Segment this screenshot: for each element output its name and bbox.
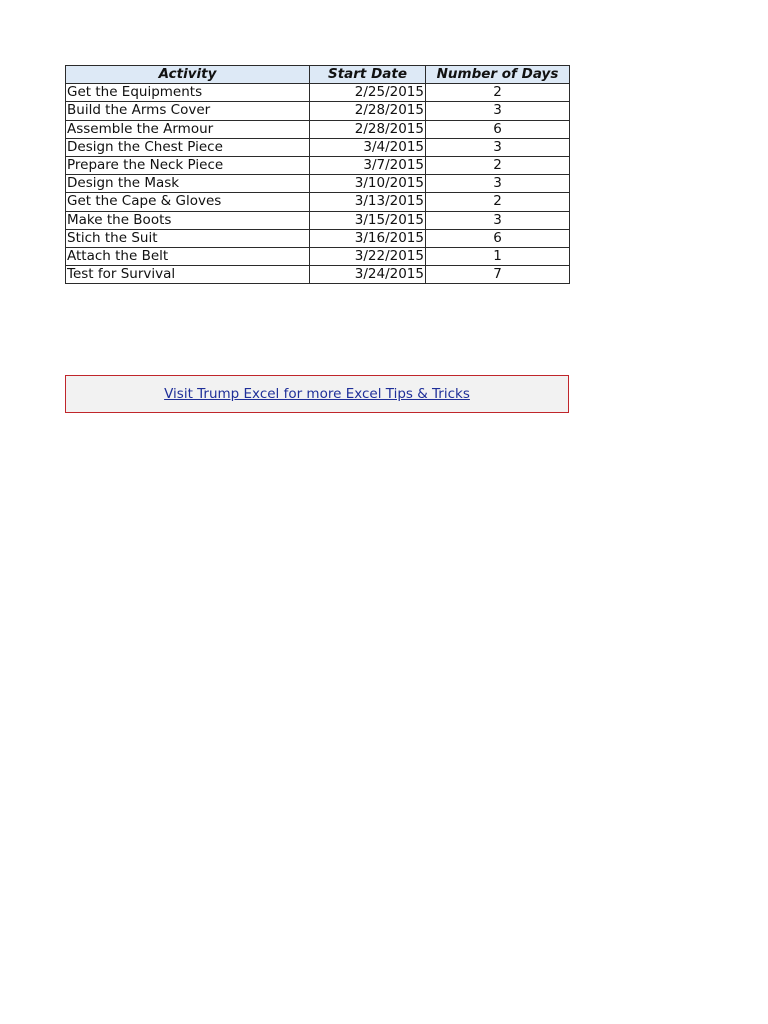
start-date-cell[interactable]: 2/28/2015 — [310, 120, 426, 138]
start-date-cell[interactable]: 3/15/2015 — [310, 211, 426, 229]
table-row — [66, 138, 570, 156]
start-date-cell[interactable]: 3/13/2015 — [310, 193, 426, 211]
start-date-cell[interactable]: 3/24/2015 — [310, 266, 426, 284]
days-cell[interactable]: 6 — [426, 229, 570, 247]
days-cell[interactable]: 6 — [426, 120, 570, 138]
days-cell[interactable]: 3 — [426, 102, 570, 120]
activity-cell[interactable]: Get the Equipments — [66, 84, 310, 102]
activity-cell[interactable]: Assemble the Armour — [66, 120, 310, 138]
start-date-cell[interactable]: 3/10/2015 — [310, 175, 426, 193]
start-date-cell[interactable]: 2/28/2015 — [310, 102, 426, 120]
table-row — [66, 229, 570, 247]
days-cell[interactable]: 2 — [426, 84, 570, 102]
activity-cell[interactable]: Build the Arms Cover — [66, 102, 310, 120]
days-cell[interactable]: 2 — [426, 193, 570, 211]
activity-cell[interactable]: Get the Cape & Gloves — [66, 193, 310, 211]
activity-table — [65, 65, 570, 284]
days-cell[interactable]: 2 — [426, 156, 570, 174]
promo-banner — [65, 375, 569, 413]
table-body — [66, 84, 570, 284]
activity-cell[interactable]: Design the Mask — [66, 175, 310, 193]
table-row — [66, 247, 570, 265]
table-row — [66, 175, 570, 193]
start-date-cell[interactable]: 3/4/2015 — [310, 138, 426, 156]
table-row — [66, 211, 570, 229]
table-row — [66, 266, 570, 284]
days-cell[interactable]: 3 — [426, 175, 570, 193]
days-cell[interactable]: 1 — [426, 247, 570, 265]
start-date-cell[interactable]: 2/25/2015 — [310, 84, 426, 102]
activity-cell[interactable]: Test for Survival — [66, 266, 310, 284]
start-date-cell[interactable]: 3/22/2015 — [310, 247, 426, 265]
activity-cell[interactable]: Attach the Belt — [66, 247, 310, 265]
header-start-date[interactable]: Start Date — [310, 66, 426, 84]
header-number-of-days[interactable]: Number of Days — [426, 66, 570, 84]
start-date-cell[interactable]: 3/7/2015 — [310, 156, 426, 174]
start-date-cell[interactable]: 3/16/2015 — [310, 229, 426, 247]
table-row — [66, 156, 570, 174]
activity-cell[interactable]: Design the Chest Piece — [66, 138, 310, 156]
table-row — [66, 193, 570, 211]
days-cell[interactable]: 7 — [426, 266, 570, 284]
activity-cell[interactable]: Prepare the Neck Piece — [66, 156, 310, 174]
table-row — [66, 120, 570, 138]
trump-excel-link[interactable]: Visit Trump Excel for more Excel Tips & Tricks — [164, 386, 470, 402]
days-cell[interactable]: 3 — [426, 138, 570, 156]
activity-cell[interactable]: Make the Boots — [66, 211, 310, 229]
header-activity[interactable]: Activity — [66, 66, 310, 84]
days-cell[interactable]: 3 — [426, 211, 570, 229]
activity-cell[interactable]: Stich the Suit — [66, 229, 310, 247]
table-header-row — [66, 66, 570, 84]
table-row — [66, 102, 570, 120]
table-row — [66, 84, 570, 102]
